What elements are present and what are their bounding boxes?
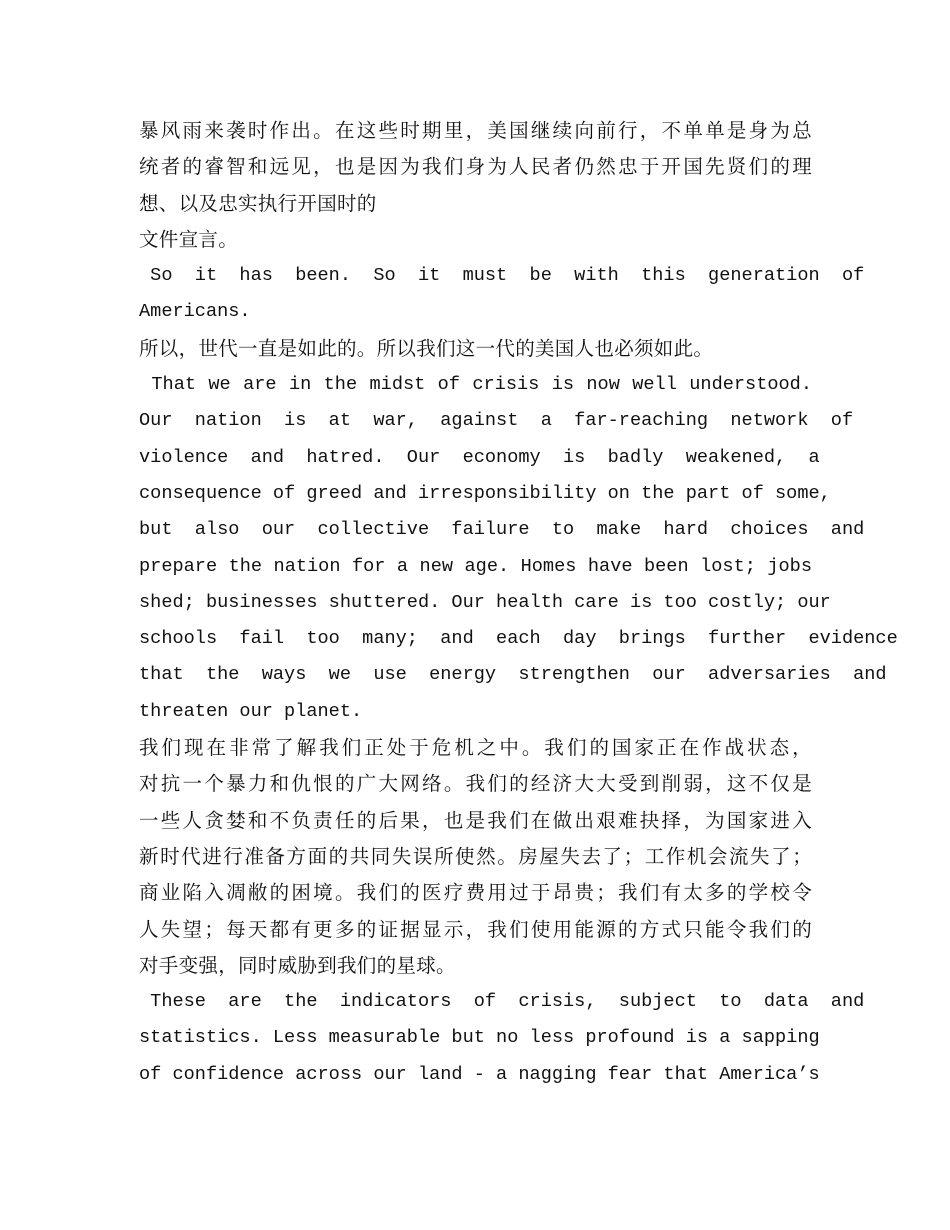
text-line: threaten our planet. <box>139 700 363 722</box>
text-line: 暴风雨来袭时作出。在这些时期里，美国继续向前行，不单单是身为总 <box>139 119 812 142</box>
text-line: Americans. <box>139 301 251 323</box>
text-line: schools fail too many; and each day brings further evidence <box>139 628 898 650</box>
paragraph-en <box>139 367 898 730</box>
paragraph-zh <box>139 331 812 367</box>
text-line: These are the indicators of crisis, subject to data and <box>139 991 865 1013</box>
text-line: 对手变强，同时威胁到我们的星球。 <box>139 953 456 977</box>
text-line: consequence of greed and irresponsibility on the part of some, <box>139 482 831 504</box>
text-line: but also our collective failure to make hard choices and <box>139 519 865 541</box>
text-line: 统者的睿智和远见，也是因为我们身为人民者仍然忠于开国先贤们的理 <box>139 155 812 179</box>
text-line: of confidence across our land - a nagging fear that America’s <box>139 1063 820 1085</box>
text-line: 我们现在非常了解我们正处于危机之中。我们的国家正在作战状态， <box>139 736 812 760</box>
text-line: 新时代进行准备方面的共同失误所使然。房屋失去了；工作机会流失了； <box>139 844 812 868</box>
text-line: shed; businesses shuttered. Our health care is too costly; our <box>139 591 831 613</box>
text-line: So it has been. So it must be with this generation of <box>139 265 865 287</box>
text-line: 文件宣言。 <box>139 227 239 251</box>
text-line: That we are in the midst of crisis is now well understood. <box>139 374 812 396</box>
text-line: statistics. Less measurable but no less profound is a sapping <box>139 1027 820 1049</box>
paragraph-en <box>139 984 865 1093</box>
text-line: 想、以及忠实执行开国时的 <box>139 191 377 215</box>
paragraph-en <box>139 258 865 331</box>
paragraph-zh <box>139 113 812 258</box>
text-line: violence and hatred. Our economy is badly weakened, a <box>139 446 820 468</box>
document-body <box>139 113 898 1093</box>
text-line: prepare the nation for a new age. Homes have been lost; jobs <box>139 555 812 577</box>
text-line: Our nation is at war, against a far-reaching network of <box>139 410 854 432</box>
text-line: 商业陷入凋敝的困境。我们的医疗费用过于昂贵；我们有太多的学校令 <box>139 881 812 905</box>
text-line: 所以，世代一直是如此的。所以我们这一代的美国人也必须如此。 <box>139 336 714 360</box>
paragraph-zh <box>139 730 812 984</box>
text-line: 一些人贪婪和不负责任的后果，也是我们在做出艰难抉择，为国家进入 <box>139 808 812 832</box>
text-line: 人失望；每天都有更多的证据显示，我们使用能源的方式只能令我们的 <box>139 917 812 941</box>
text-line: that the ways we use energy strengthen our adversaries and <box>139 664 887 686</box>
text-line: 对抗一个暴力和仇恨的广大网络。我们的经济大大受到削弱，这不仅是 <box>139 772 812 796</box>
